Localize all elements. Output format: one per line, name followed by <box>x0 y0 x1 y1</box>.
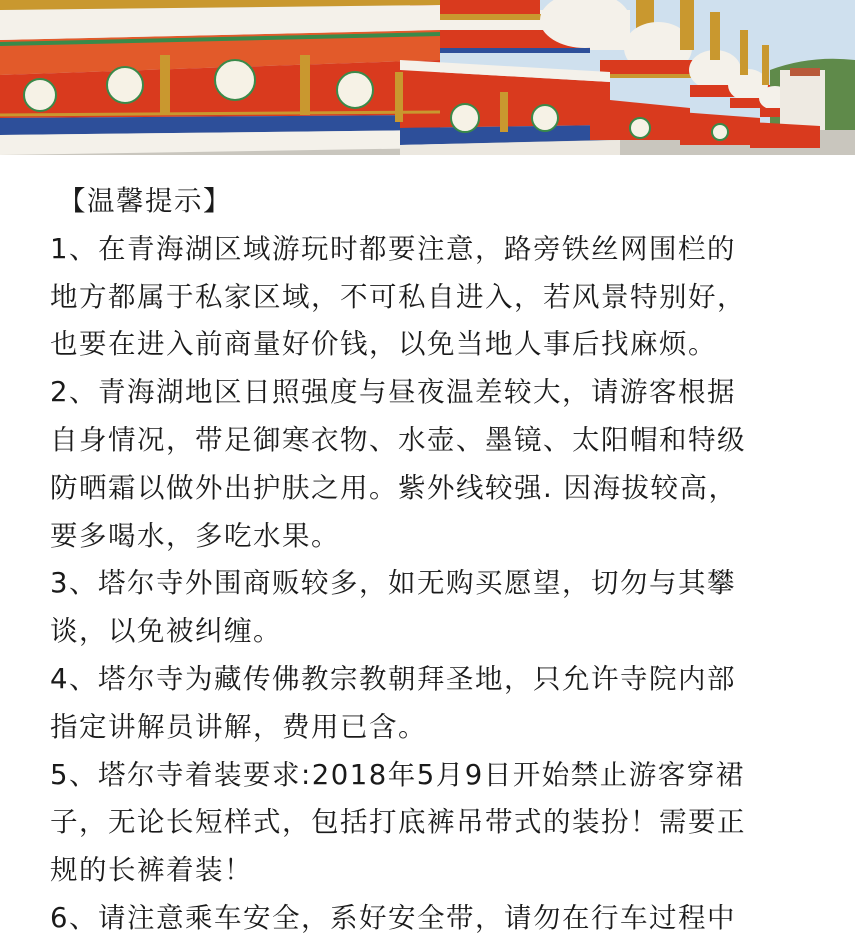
tip-line: 4、塔尔寺为藏传佛教宗教朝拜圣地，只允许寺院内部 <box>50 662 736 695</box>
tip-line: 谈，以免被纠缠。 <box>50 615 282 648</box>
tip-line: 规的长裤着装！ <box>50 854 253 887</box>
tips-title: 【温馨提示】 <box>58 185 232 217</box>
tip-line: 1、在青海湖区域游玩时都要注意，路旁铁丝网围栏的 <box>50 232 736 265</box>
tip-line: 地方都属于私家区域，不可私自进入，若风景特别好， <box>50 280 746 313</box>
tip-line: 指定讲解员讲解，费用已含。 <box>50 710 427 743</box>
tip-line: 自身情况，带足御寒衣物、水壶、墨镜、太阳帽和特级 <box>50 423 746 456</box>
tip-line: 5、塔尔寺着装要求:2018年5月9日开始禁止游客穿裙 <box>50 758 745 791</box>
travel-tips <box>50 178 830 943</box>
tip-line: 6、请注意乘车安全，系好安全带，请勿在行车过程中 <box>50 901 736 934</box>
header-photo <box>0 0 855 155</box>
tip-line: 子，无论长短样式，包括打底裤吊带式的装扮！需要正 <box>50 806 746 839</box>
tip-line: 2、青海湖地区日照强度与昼夜温差较大，请游客根据 <box>50 376 736 409</box>
tip-line: 3、塔尔寺外围商贩较多，如无购买愿望，切勿与其攀 <box>50 567 736 600</box>
stupa-photo-illustration <box>0 0 855 155</box>
tip-line: 防晒霜以做外出护肤之用。紫外线较强. 因海拔较高， <box>50 471 738 504</box>
tip-line: 也要在进入前商量好价钱，以免当地人事后找麻烦。 <box>50 328 717 361</box>
tip-line: 要多喝水，多吃水果。 <box>50 519 340 552</box>
